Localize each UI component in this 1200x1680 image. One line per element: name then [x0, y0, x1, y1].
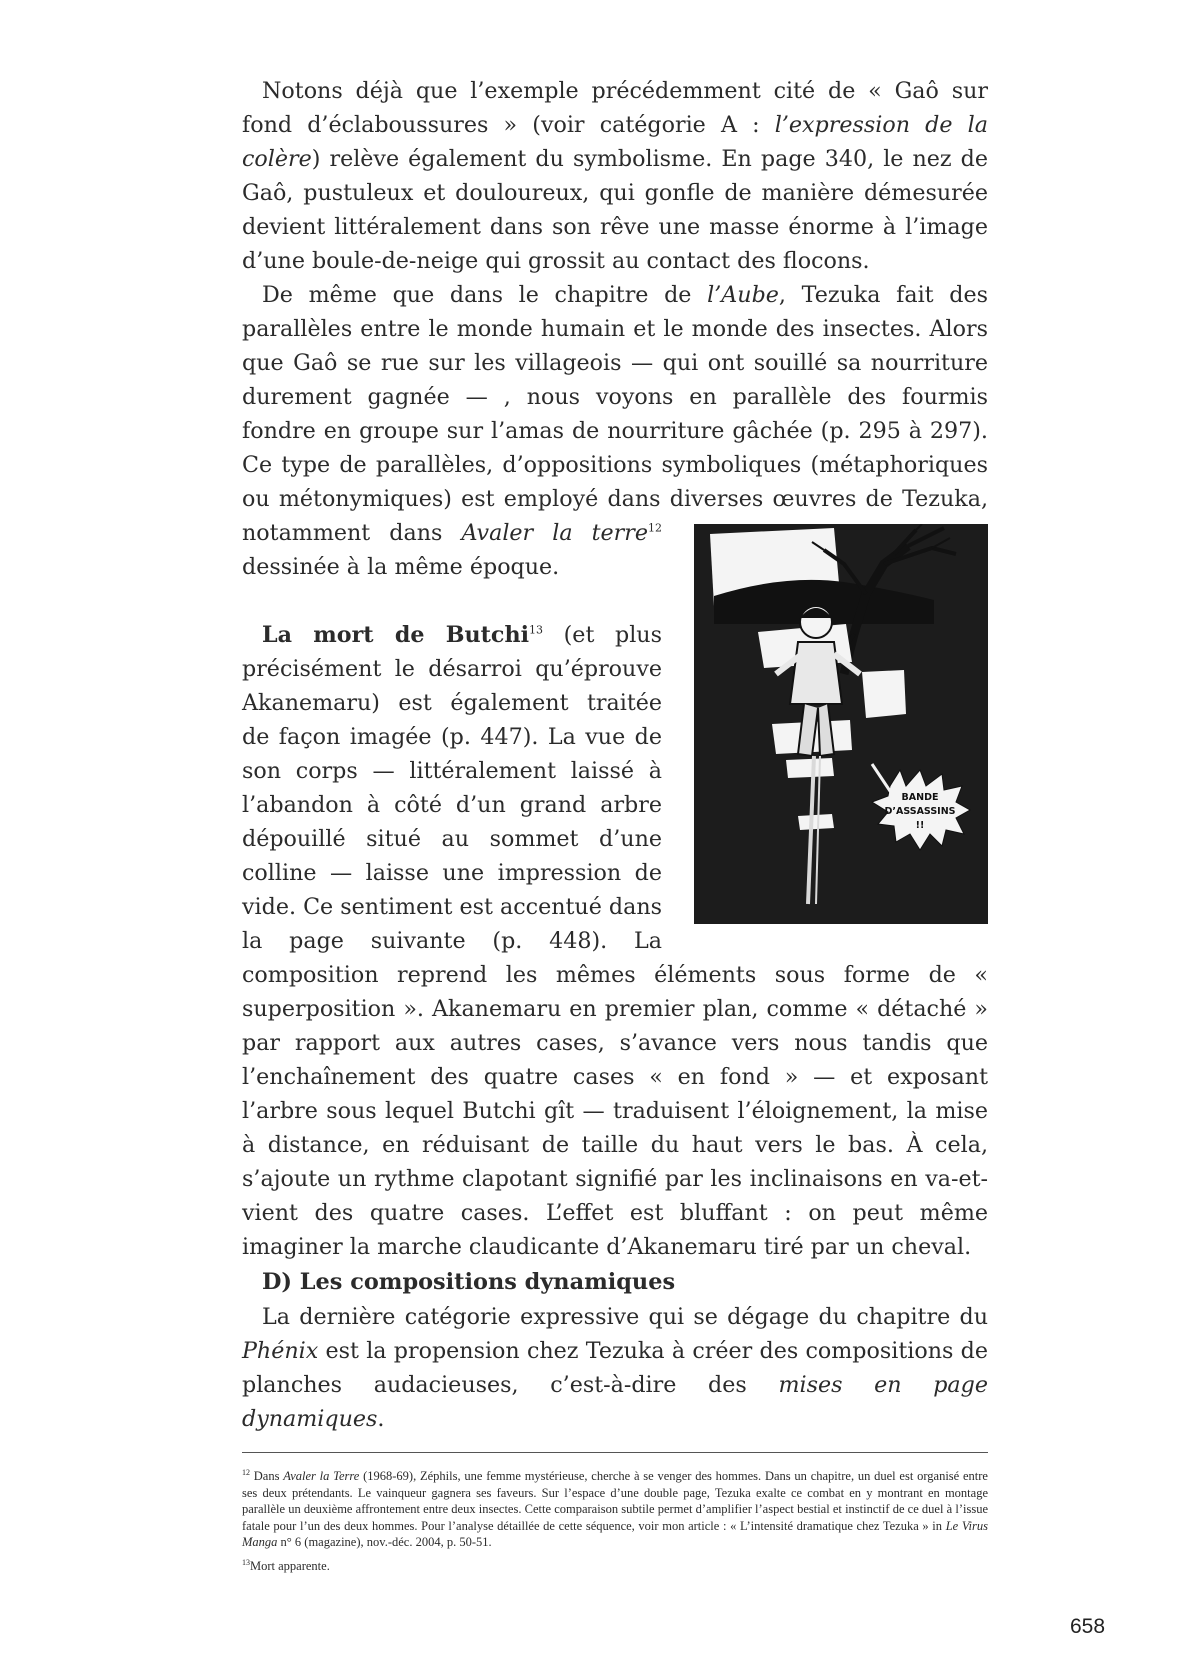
- bold-run: La mort de Butchi: [262, 622, 529, 648]
- text-run: .: [377, 1406, 385, 1432]
- page-number: 658: [1070, 1615, 1106, 1638]
- text-run: est la propension chez Tezuka à créer des compositions de planches audacieuses, c’est-à-dire des: [242, 1338, 988, 1398]
- main-text: [242, 74, 988, 1436]
- italic-run: Avaler la Terre: [283, 1469, 360, 1483]
- text-run: ) relève également du symbolisme. En page 340, le nez de Gaô, pustuleux et douloureux, qui gonfle de manière démesurée devient littéralement dans son rêve une masse énorme à l’image d’une boule-de-neige qui grossit au contact des flocons.: [242, 146, 988, 274]
- italic-run: l’expression de la colère: [242, 112, 988, 172]
- footnote-12: [242, 1468, 988, 1551]
- footnote-number: 12: [242, 1467, 250, 1477]
- text-run: De même que dans le chapitre de: [262, 282, 708, 308]
- text-run: La dernière catégorie expressive qui se dégage du chapitre du: [262, 1304, 988, 1330]
- text-run: dessinée à la même époque.: [242, 554, 560, 580]
- italic-run: l’Aube: [707, 282, 779, 308]
- section-heading: D) Les compositions dynamiques: [262, 1269, 676, 1295]
- manga-panel-illustration: [694, 524, 988, 924]
- footnote-ref-12[interactable]: 12: [648, 521, 662, 535]
- speech-bubble-line-2: D’ASSASSINS: [884, 806, 956, 817]
- manga-panel-figure: [694, 524, 988, 924]
- text-run: (1968-69), Zéphils, une femme mystérieuse, cherche à se venger des hommes. Dans un chapitre, un duel est organisé entre ses deux prétendants. Le vainqueur gagnera ses faveurs. Sur l’espace d’une double page, Tezuka exalte ce combat en y montrant en montage parallèle un deuxième affrontement entre deux insectes. Cette comparaison subtile permet d’amplifier l’aspect bestial et instinctif de ce duel à l’issue fatale pour l’un des deux hommes. Pour l’analyse détaillée de cette séquence, voir mon article : « L’intensité dramatique chez Tezuka » in: [242, 1469, 988, 1533]
- speech-bubble-line-3: !!: [915, 820, 925, 831]
- paragraph-1: [242, 74, 988, 278]
- speech-bubble-line-1: BANDE: [901, 792, 939, 803]
- text-run: (et plus précisément le désarroi qu’éprouve Akanemaru) est également traitée de façon imagée (p. 447). La vue de son corps — littéralement laissé à l’abandon à côté d’un grand arbre dépouillé situé au sommet d’une colline — laisse une impression de vide. Ce sentiment est accentué dans la page suivante (p. 448). La composition reprend les mêmes éléments sous forme de « superposition ». Akanemaru en premier plan, comme « détaché » par rapport aux autres cases, s’avance vers nous tandis que l’enchaînement des quatre cases « en fond » — et exposant l’arbre sous lequel Butchi gît — traduisent l’éloignement, la mise à distance, en réduisant de taille du haut vers le bas. À cela, s’ajoute un rythme clapotant signifié par les inclinaisons en va-et-vient des quatre cases. L’effet est bluffant : on peut même imaginer la marche claudicante d’Akanemaru tiré par un cheval.: [242, 622, 988, 1260]
- text-run: n° 6 (magazine), nov.-déc. 2004, p. 50-51.: [277, 1535, 492, 1550]
- text-run: , Tezuka fait des parallèles entre le monde humain et le monde des insectes. Alors que Gaô se rue sur les villageois — qui ont souillé sa nourriture durement gagnée — , nous voyons en parallèle des fourmis fondre en groupe sur l’amas de nourriture gâchée (p. 295 à 297). Ce type de parallèles, d’oppositions symboliques (métaphoriques ou métonymiques) est employé dans diverses œuvres de Tezuka, notamment dans: [242, 282, 988, 546]
- footnotes: [242, 1468, 988, 1582]
- text-run: Notons déjà que l’exemple précédemment cité de « Gaô sur fond d’éclaboussures » (voir catégorie A :: [242, 78, 988, 138]
- italic-run: Phénix: [242, 1338, 319, 1364]
- text-run: Dans: [250, 1469, 284, 1483]
- footnote-13: [242, 1558, 988, 1575]
- footnote-number: 13: [242, 1557, 250, 1567]
- italic-run: Avaler la terre: [461, 520, 648, 546]
- italic-run: Le Virus Manga: [242, 1518, 988, 1550]
- text-run: Mort apparente.: [250, 1558, 330, 1573]
- paragraph-4: [242, 1300, 988, 1436]
- italic-run: mises en page dynamiques: [242, 1372, 988, 1432]
- footnote-divider: [242, 1452, 988, 1453]
- footnote-ref-13[interactable]: 13: [529, 623, 543, 637]
